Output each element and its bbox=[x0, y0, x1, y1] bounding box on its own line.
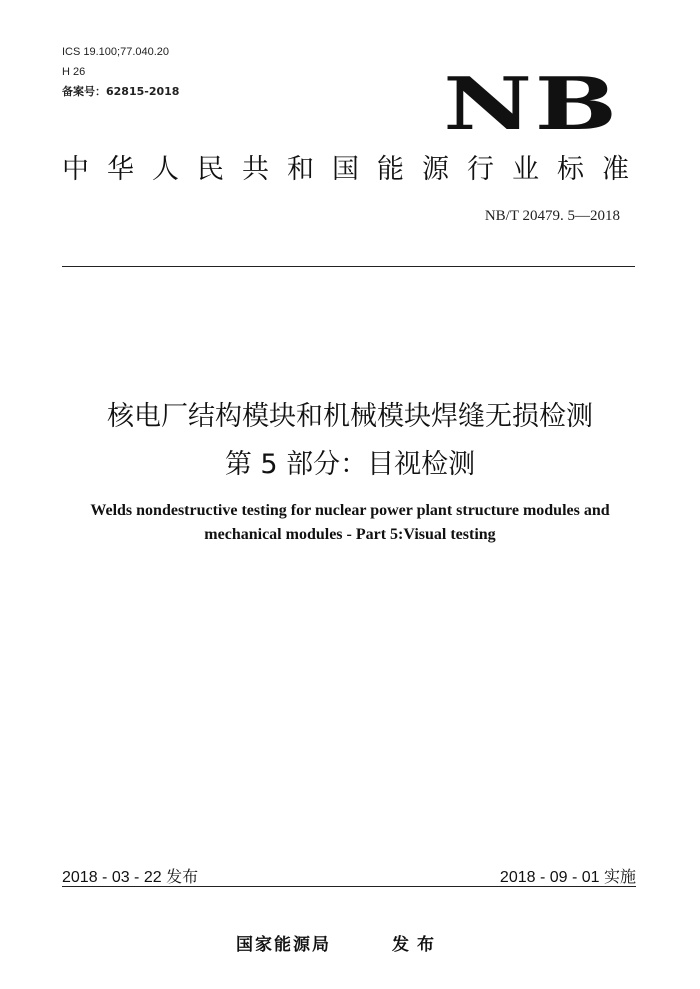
english-title-line2: mechanical modules - Part 5:Visual testing bbox=[204, 526, 496, 543]
english-title-line1: Welds nondestructive testing for nuclear power plant structure modules and bbox=[90, 502, 610, 519]
footer-divider bbox=[62, 886, 636, 887]
issue-date: 2018 - 03 - 22 发布 bbox=[62, 869, 199, 886]
ccs-code: H 26 bbox=[62, 66, 86, 78]
publisher-name: 国家能源局 bbox=[236, 935, 331, 955]
publish-label: 发布 bbox=[392, 935, 442, 955]
ics-code: ICS 19.100;77.040.20 bbox=[62, 46, 170, 58]
header-divider bbox=[62, 266, 635, 267]
chinese-title-line2: 第 5 部分：目视检测 bbox=[224, 449, 476, 480]
nb-logo: NB bbox=[443, 61, 620, 146]
implementation-date: 2018 - 09 - 01 实施 bbox=[499, 869, 636, 886]
chinese-title-line1: 核电厂结构模块和机械模块焊缝无损检测 bbox=[107, 401, 593, 432]
organization-title: 中华人民共和国能源行业标准 bbox=[62, 154, 647, 185]
classification-block bbox=[62, 42, 179, 102]
standard-number: NB/T 20479. 5—2018 bbox=[484, 208, 620, 224]
record-number: 备案号：62815-2018 bbox=[62, 85, 180, 98]
